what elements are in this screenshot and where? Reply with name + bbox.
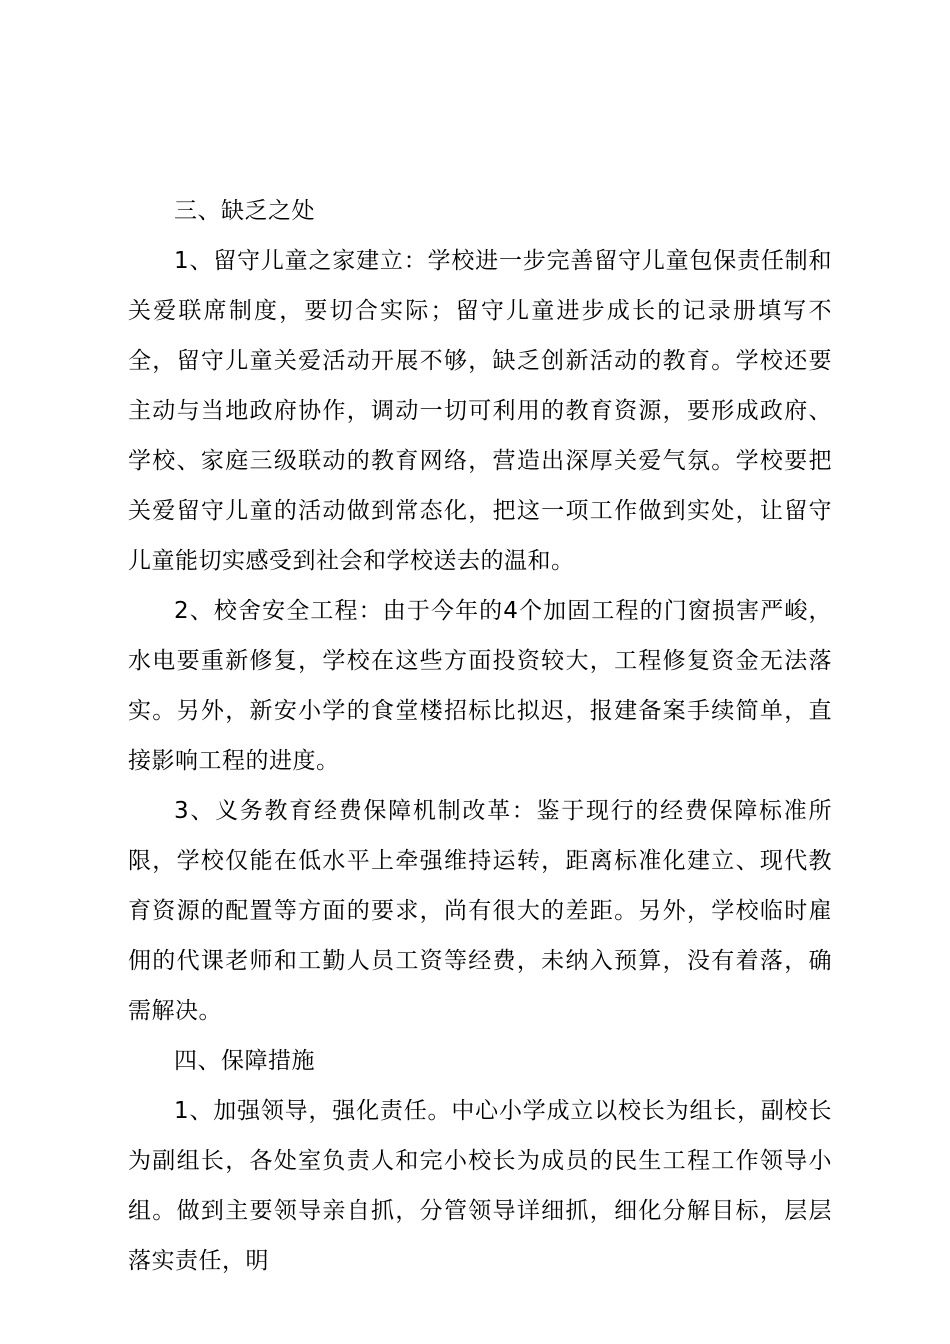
paragraph-left-behind-children: 1、留守儿童之家建立：学校进一步完善留守儿童包保责任制和关爱联席制度，要切合实际；留守儿童进步成长的记录册填写不全，留守儿童关爱活动开展不够，缺乏创新活动的教育。学校还要主动与当地政府协作，调动一切可利用的教育资源，要形成政府、学校、家庭三级联动的教育网络，营造出深厚关爱气氛。学校要把关爱留守儿童的活动做到常态化，把这一项工作做到实处，让留守儿童能切实感受到社会和学校送去的温和。 [128, 248, 832, 574]
section-heading-deficiencies: 三、缺乏之处 [174, 198, 315, 224]
paragraph-strengthen-leadership: 1、加强领导，强化责任。中心小学成立以校长为组长，副校长为副组长，各处室负责人和完小校长为成员的民生工程工作领导小组。做到主要领导亲自抓，分管领导详细抓，细化分解目标，层层落实责任，明 [128, 1098, 832, 1274]
document-body [128, 186, 832, 1286]
section-heading-safeguards: 四、保障措施 [174, 1048, 315, 1074]
paragraph-school-building-safety: 2、校舍安全工程：由于今年的4个加固工程的门窗损害严峻，水电要重新修复，学校在这些方面投资较大，工程修复资金无法落实。另外，新安小学的食堂楼招标比拟迟，报建备案手续简单，直接影响工程的进度。 [128, 598, 832, 774]
paragraph-education-funding: 3、义务教育经费保障机制改革：鉴于现行的经费保障标准所限，学校仅能在低水平上牵强维持运转，距离标准化建立、现代教育资源的配置等方面的要求，尚有很大的差距。另外，学校临时雇佣的代课老师和工勤人员工资等经费，未纳入预算，没有着落，确需解决。 [128, 798, 832, 1024]
